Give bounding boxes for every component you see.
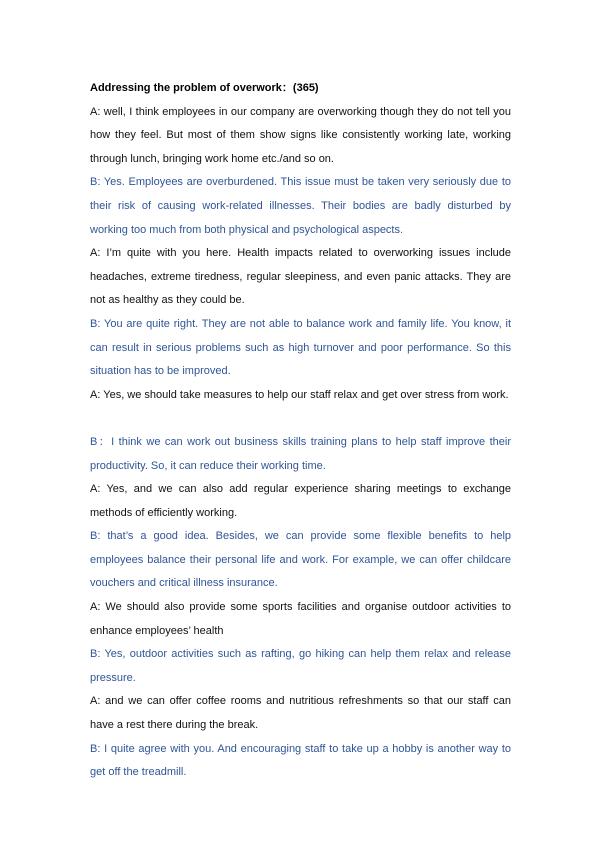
document-title: Addressing the problem of overwork：(365) [90, 82, 319, 94]
dialogue-line-b: B: I quite agree with you. And encouraging staff to take up a hobby is another way to get off the treadmill. [90, 742, 511, 779]
dialogue-line-a: A: Yes, and we can also add regular experience sharing meetings to exchange methods of efficiently working. [90, 483, 511, 519]
dialogue-line-a: A: I’m quite with you here. Health impacts related to overworking issues include headaches, extreme tiredness, regular sleepiness, and even panic attacks. They are not as healthy as they could be. [90, 247, 511, 307]
paragraph-spacer [90, 407, 511, 431]
dialogue-line-b: B: Yes. Employees are overburdened. This issue must be taken very seriously due to their risk of causing work-related illnesses. Their bodies are badly disturbed by working too much from both physical and psychological aspects. [90, 176, 511, 236]
dialogue-line-a: A: and we can offer coffee rooms and nutritious refreshments so that our staff can have a rest there during the break. [90, 695, 511, 732]
dialogue-line-b: B：I think we can work out business skills training plans to help staff improve their productivity. So, it can reduce their working time. [90, 435, 511, 472]
dialogue-line-a: A: We should also provide some sports facilities and organise outdoor activities to enhance employees’ health [90, 601, 511, 637]
dialogue-line-b: B: Yes, outdoor activities such as rafting, go hiking can help them relax and release pressure. [90, 648, 511, 684]
dialogue-line-b: B: You are quite right. They are not able to balance work and family life. You know, it can result in serious problems such as high turnover and poor performance. So this situation has to be improved. [90, 317, 511, 378]
dialogue-line-b: B: that’s a good idea. Besides, we can provide some flexible benefits to help employees balance their personal life and work. For example, we can offer childcare vouchers and critical illness insurance. [90, 530, 511, 590]
dialogue-line-a: A: well, I think employees in our company are overworking though they do not tell you how they feel. But most of them show signs like consistently working late, working through lunch, bringing work home etc./and so on. [90, 105, 511, 165]
dialogue-line-a: A: Yes, we should take measures to help our staff relax and get over stress from work. [90, 388, 509, 401]
document-page [90, 77, 511, 785]
